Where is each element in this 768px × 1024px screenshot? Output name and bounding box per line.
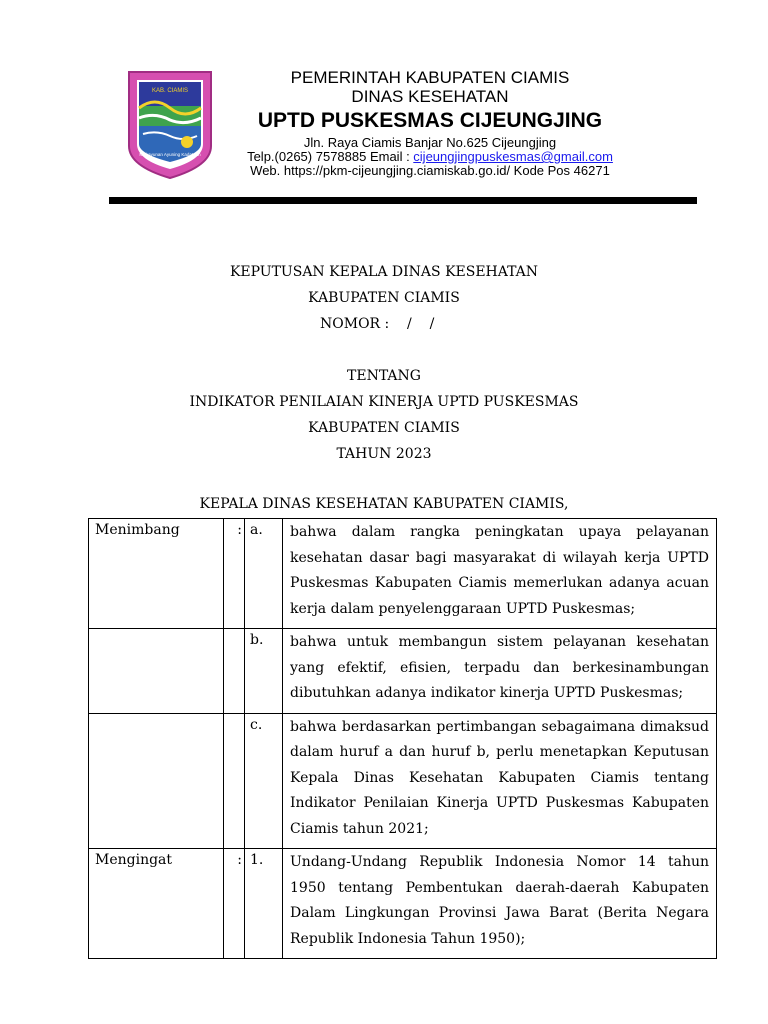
row-label <box>89 713 224 849</box>
row-number: a. <box>245 519 283 629</box>
agency-line: DINAS KESEHATAN <box>351 87 509 106</box>
row-number: c. <box>245 713 283 849</box>
row-colon: : <box>224 849 245 959</box>
table-row <box>89 519 717 629</box>
address-line: Jln. Raya Ciamis Banjar No.625 Cijeungjing <box>303 135 557 150</box>
row-label: Mengingat <box>89 849 224 959</box>
letterhead <box>220 68 640 178</box>
table-row <box>89 849 717 959</box>
subject-line-2: KABUPATEN CIAMIS <box>308 420 460 436</box>
email-link[interactable]: cijeungjingpuskesmas@gmail.com <box>413 149 613 164</box>
nomor-line: NOMOR : / / <box>320 316 435 332</box>
institution-name: UPTD PUSKESMAS CIJEUNGJING <box>257 109 603 132</box>
svg-text:KAB. CIAMIS: KAB. CIAMIS <box>151 88 189 94</box>
row-colon: : <box>224 519 245 629</box>
row-text: bahwa untuk membangun sistem pelayanan kesehatan yang efektif, efisien, terpadu dan berkesinambungan dibutuhkan adanya indikator kinerja UPTD Puskesmas; <box>283 629 717 714</box>
row-colon <box>224 713 245 849</box>
ciamis-regency-logo <box>125 68 215 180</box>
contact-line: Telp.(0265) 7578885 Email : cijeungjingpuskesmas@gmail.com <box>247 149 613 164</box>
web-line: Web. https://pkm-cijeungjing.ciamiskab.go.id/ Kode Pos 46271 <box>250 163 610 178</box>
row-text: bahwa dalam rangka peningkatan upaya pelayanan kesehatan dasar bagi masyarakat di wilayah kerja UPTD Puskesmas Kabupaten Ciamis memerlukan adanya acuan kerja dalam penyelenggaraan UPTD Puskesmas; <box>283 519 717 629</box>
row-number: b. <box>245 629 283 714</box>
year-line: TAHUN 2023 <box>336 446 432 462</box>
considerations-table <box>88 518 717 959</box>
tentang-label: TENTANG <box>347 368 421 384</box>
government-line: PEMERINTAH KABUPATEN CIAMIS <box>290 68 570 87</box>
title-line-2: KABUPATEN CIAMIS <box>308 290 460 306</box>
svg-text:Mahayunan Ayuning Kadatuan: Mahayunan Ayuning Kadatuan <box>139 152 201 157</box>
title-line-1: KEPUTUSAN KEPALA DINAS KESEHATAN <box>229 264 539 280</box>
row-colon <box>224 629 245 714</box>
table-row <box>89 713 717 849</box>
row-text: Undang-Undang Republik Indonesia Nomor 14 tahun 1950 tentang Pembentukan daerah-daerah Kabupaten Dalam Lingkungan Provinsi Jawa Barat (Berita Negara Republik Indonesia Tahun 1950); <box>283 849 717 959</box>
header-divider <box>109 197 697 204</box>
authority-line: KEPALA DINAS KESEHATAN KABUPATEN CIAMIS, <box>199 496 569 512</box>
subject-line-1: INDIKATOR PENILAIAN KINERJA UPTD PUSKESMAS <box>189 394 579 410</box>
row-label <box>89 629 224 714</box>
table-row <box>89 629 717 714</box>
row-number: 1. <box>245 849 283 959</box>
row-text: bahwa berdasarkan pertimbangan sebagaimana dimaksud dalam huruf a dan huruf b, perlu menetapkan Keputusan Kepala Dinas Kesehatan Kabupaten Ciamis tentang Indikator Penilaian Kinerja UPTD Puskesmas Kabupaten Ciamis tahun 2021; <box>283 713 717 849</box>
row-label: Menimbang <box>89 519 224 629</box>
